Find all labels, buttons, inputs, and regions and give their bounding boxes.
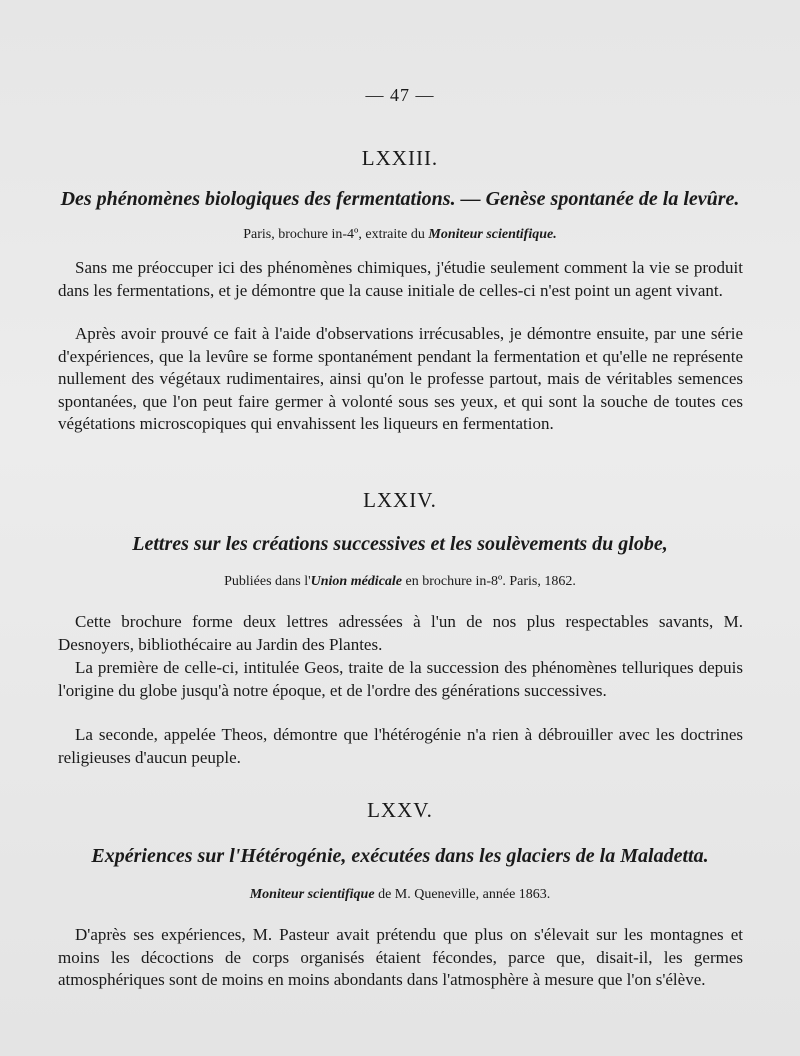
paragraph: D'après ses expériences, M. Pasteur avait prétendu que plus on s'élevait sur les montagnes et moins les décoctions de corps organisés étaient fécondes, parce que, disait-il, les germes atmosphériques sont de moins en moins abondants dans l'atmosphère à mesure que l'on s'élève. (58, 925, 743, 989)
section-number: LXXV. (367, 798, 433, 822)
paragraph: La seconde, appelée Theos, démontre que l'hétérogénie n'a rien à débrouiller avec les doctrines religieuses d'aucun peuple. (58, 725, 743, 767)
paragraph: La première de celle-ci, intitulée Geos, traite de la succession des phénomènes telluriques depuis l'origine du globe jusqu'à notre époque, et de l'ordre des générations successives. (58, 658, 743, 700)
source-journal: Union médicale (310, 574, 403, 589)
section-title: Lettres sur les créations successives et les soulèvements du globe, (132, 533, 668, 555)
section-source (40, 887, 760, 903)
section-title: Expériences sur l'Hétérogénie, exécutées dans les glaciers de la Maladetta. (91, 845, 709, 867)
source-text: Publiées dans l' (224, 574, 311, 589)
section-source (40, 227, 760, 243)
source-journal: Moniteur scientifique. (428, 227, 557, 242)
page-number: — 47 — (365, 85, 435, 105)
paragraph: Après avoir prouvé ce fait à l'aide d'observations irrécusables, je démontre ensuite, par une série d'expériences, que la levûre se forme spontanément pendant la fermentation et qu'elle ne représente nullement des végétaux rudimentaires, ainsi qu'on le professe partout, mais de véritables semences spontanées, que l'on peut faire germer à volonté sous ses yeux, et qui sont la souche de toutes ces végétations microscopiques qui envahissent les liqueurs en fermentation. (58, 324, 743, 433)
source-text: Paris, brochure in-4º, extraite du (243, 227, 429, 242)
paragraph: Cette brochure forme deux lettres adressées à l'un de nos plus respectables savants, M. Desnoyers, bibliothécaire au Jardin des Plantes. (58, 612, 743, 654)
section-number: LXXIII. (361, 146, 439, 170)
source-text: en brochure in-8º. Paris, 1862. (402, 574, 576, 589)
section-source (40, 574, 760, 590)
source-journal: Moniteur scientifique (249, 887, 375, 902)
source-text: de M. Queneville, année 1863. (374, 887, 551, 902)
section-number: LXXIV. (363, 488, 437, 512)
section-title: Des phénomènes biologiques des fermentations. — Genèse spontanée de la levûre. (60, 188, 740, 210)
paragraph: Sans me préoccuper ici des phénomènes chimiques, j'étudie seulement comment la vie se produit dans les fermentations, et je démontre que la cause initiale de celles-ci n'est point un agent vivant. (58, 258, 743, 300)
